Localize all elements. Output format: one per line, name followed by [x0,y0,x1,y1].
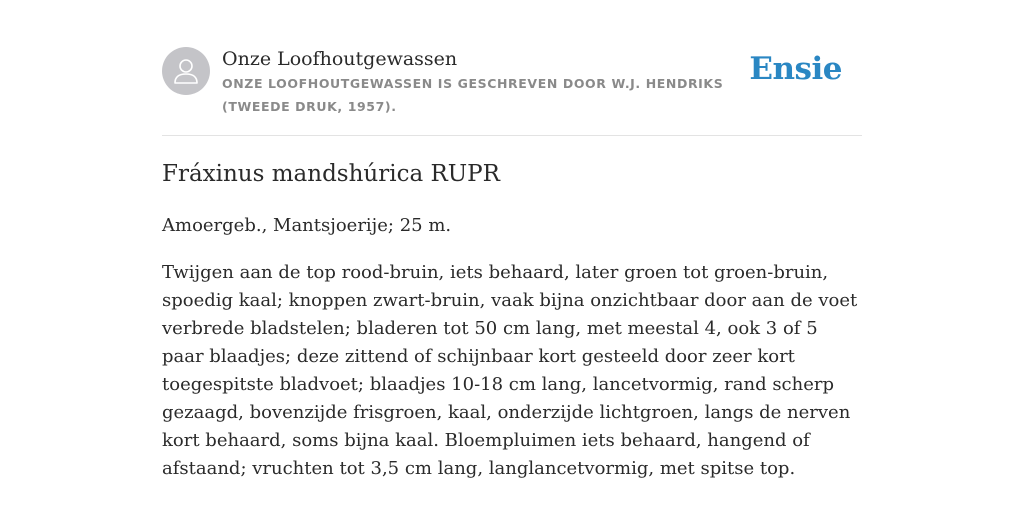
user-icon[interactable] [162,47,210,95]
entry-paragraph: Amoergeb., Mantsjoerije; 25 m. [162,215,452,236]
source-header [162,44,862,134]
entry-paragraph: Twijgen aan de top rood-bruin, iets behaard, later groen tot groen-bruin, spoedig kaal; knoppen zwart-bruin, vaak bijna onzichtbaar door aan de voet verbrede bladstelen; bladeren tot 50 cm lang, met meestal 4, ook 3 of 5 paar blaadjes; deze zittend of schijnbaar kort gesteeld door zeer kort toegespitste bladvoet; blaadjes 10-18 cm lang, lancetvormig, rand scherp gezaagd, bovenzijde frisgroen, kaal, onderzijde lichtgroen, langs de nerven kort behaard, soms bijna kaal. Bloempluimen iets behaard, hangend of afstaand; vruchten tot 3,5 cm lang, langlancetvormig, met spitse top. [162,262,858,479]
header-divider [162,135,862,136]
source-title[interactable]: Onze Loofhoutgewassen [222,48,458,70]
brand-logo[interactable]: Ensie [749,51,842,87]
entry-content [162,158,862,483]
entry-title: Fráxinus mandshúrica RUPR [162,161,500,187]
source-description: ONZE LOOFHOUTGEWASSEN IS GESCHREVEN DOOR W.J. HENDRIKS (TWEEDE DRUK, 1957). [222,76,724,114]
